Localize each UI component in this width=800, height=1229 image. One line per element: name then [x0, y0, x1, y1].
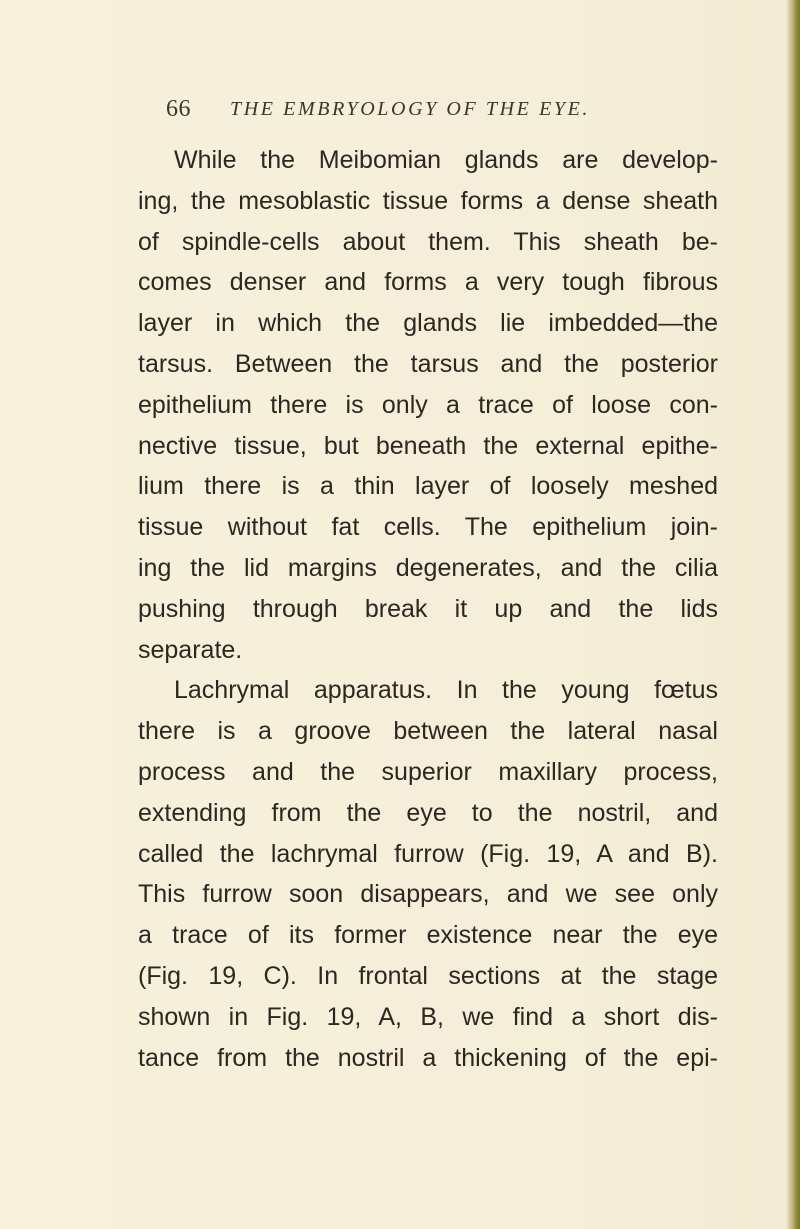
body-text	[138, 140, 718, 1078]
text-line: process and the superior maxillary process,	[138, 757, 718, 786]
page-number: 66	[166, 96, 191, 122]
text-line: nective tissue, but beneath the external epithe-	[138, 431, 718, 460]
text-line: epithelium there is only a trace of loose con-	[138, 390, 718, 419]
text-line: tance from the nostril a thickening of the epi-	[138, 1043, 718, 1072]
text-line: of spindle-cells about them. This sheath be-	[138, 227, 718, 256]
text-line: This furrow soon disappears, and we see only	[138, 880, 718, 909]
text-line: extending from the eye to the nostril, and	[138, 798, 718, 827]
text-line: called the lachrymal furrow (Fig. 19, A and B).	[138, 839, 718, 868]
running-title: THE EMBRYOLOGY OF THE EYE.	[230, 98, 591, 120]
text-line: comes denser and forms a very tough fibrous	[138, 268, 718, 297]
text-line: While the Meibomian glands are develop-	[174, 146, 718, 174]
text-line: tissue without fat cells. The epithelium join-	[138, 513, 718, 542]
text-line: pushing through break it up and the lids	[138, 594, 718, 623]
text-line: lium there is a thin layer of loosely meshed	[138, 472, 718, 501]
text-line: Lachrymal apparatus. In the young fœtus	[174, 676, 718, 705]
running-head	[166, 96, 726, 132]
text-line: there is a groove between the lateral nasal	[138, 717, 718, 746]
text-line: layer in which the glands lie imbedded—the	[138, 309, 718, 338]
page-edge-shadow	[786, 0, 800, 1229]
text-line: ing, the mesoblastic tissue forms a dense sheath	[138, 186, 718, 215]
text-line: ing the lid margins degenerates, and the cilia	[138, 553, 718, 582]
text-line: tarsus. Between the tarsus and the posterior	[138, 349, 718, 378]
text-line: a trace of its former existence near the eye	[138, 921, 718, 950]
text-line: separate.	[138, 635, 243, 664]
text-line: (Fig. 19, C). In frontal sections at the stage	[138, 961, 718, 990]
text-line: shown in Fig. 19, A, B, we find a short dis-	[138, 1002, 718, 1031]
